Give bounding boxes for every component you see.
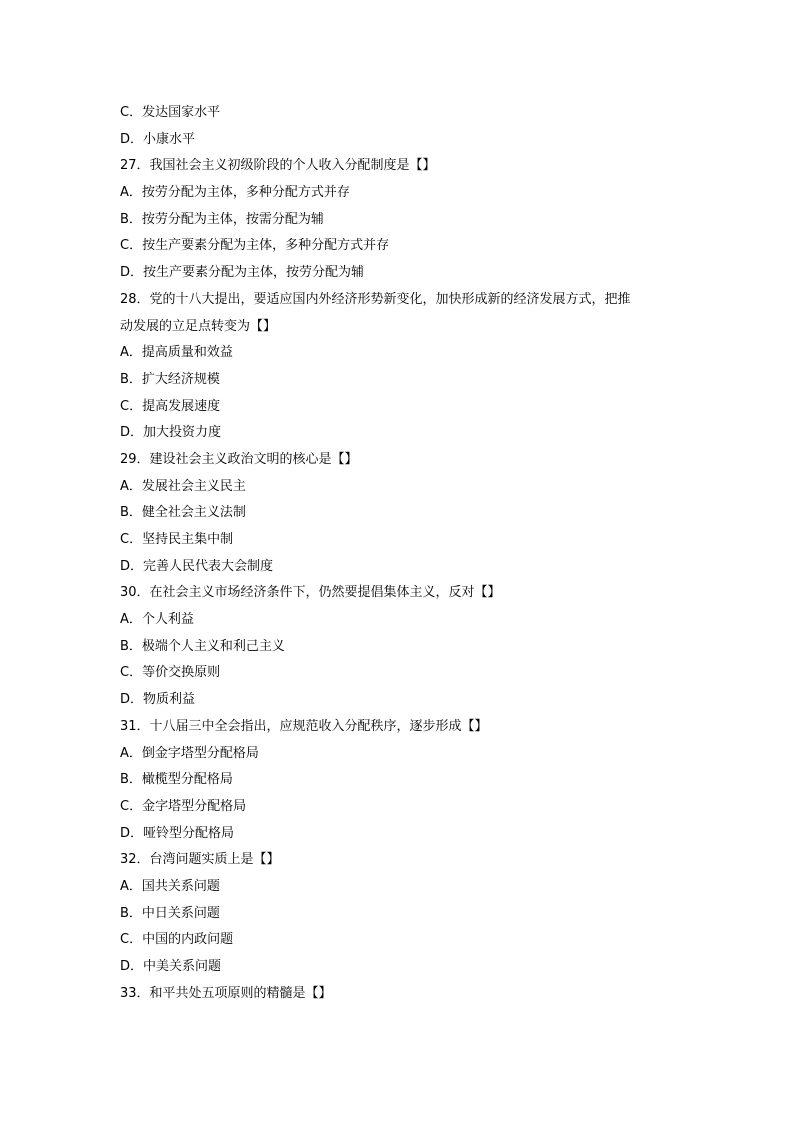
option-a-32: A．国共关系问题 bbox=[120, 878, 220, 894]
option-d-32: D．中美关系问题 bbox=[120, 959, 222, 974]
question-33: 33．和平共处五项原则的精髓是【】 bbox=[120, 985, 332, 1001]
question-27: 27．我国社会主义初级阶段的个人收入分配制度是【】 bbox=[120, 158, 436, 174]
option-c-31: C．金字塔型分配格局 bbox=[120, 798, 247, 814]
option-a-30: A．个人利益 bbox=[120, 612, 194, 628]
option-c-29: C．坚持民主集中制 bbox=[120, 532, 234, 547]
option-b-28: B．扩大经济规模 bbox=[120, 371, 220, 387]
option-a-27: A．按劳分配为主体，多种分配方式并存 bbox=[120, 185, 350, 201]
option-b-27: B．按劳分配为主体，按需分配为辅 bbox=[120, 211, 324, 227]
question-28-line-1: 28．党的十八大提出，要适应国内外经济形势新变化，加快形成新的经济发展方式，把推 bbox=[120, 291, 631, 307]
option-c-30: C．等价交换原则 bbox=[120, 665, 221, 681]
option-b-32: B．中日关系问题 bbox=[120, 905, 220, 921]
option-c-32: C．中国的内政问题 bbox=[120, 932, 234, 948]
question-29: 29．建设社会主义政治文明的核心是【】 bbox=[120, 451, 358, 467]
option-d-26: D．小康水平 bbox=[120, 131, 196, 147]
option-d-30: D．物质利益 bbox=[120, 692, 196, 708]
option-b-30: B．极端个人主义和利己主义 bbox=[120, 638, 285, 654]
option-a-31: A．倒金字塔型分配格局 bbox=[120, 745, 259, 761]
question-30: 30．在社会主义市场经济条件下，仍然要提倡集体主义，反对【】 bbox=[120, 585, 501, 601]
question-32: 32．台湾问题实质上是【】 bbox=[120, 852, 280, 868]
option-c-27: C．按生产要素分配为主体，多种分配方式并存 bbox=[120, 238, 390, 254]
option-a-28: A．提高质量和效益 bbox=[120, 345, 233, 361]
option-a-29: A．发展社会主义民主 bbox=[120, 478, 246, 494]
document-page bbox=[120, 100, 680, 1007]
option-c-28: C．提高发展速度 bbox=[120, 398, 221, 414]
option-d-29: D．完善人民代表大会制度 bbox=[120, 558, 274, 574]
option-d-28: D．加大投资力度 bbox=[120, 425, 222, 441]
option-b-31: B．橄榄型分配格局 bbox=[120, 772, 233, 788]
option-b-29: B．健全社会主义法制 bbox=[120, 505, 246, 521]
question-28-line-2: 动发展的立足点转变为【】 bbox=[120, 318, 277, 334]
option-d-27: D．按生产要素分配为主体，按劳分配为辅 bbox=[120, 265, 365, 281]
option-c-26: C．发达国家水平 bbox=[120, 105, 221, 120]
option-d-31: D．哑铃型分配格局 bbox=[120, 825, 235, 841]
question-31: 31．十八届三中全会指出，应规范收入分配秩序，逐步形成【】 bbox=[120, 718, 488, 734]
